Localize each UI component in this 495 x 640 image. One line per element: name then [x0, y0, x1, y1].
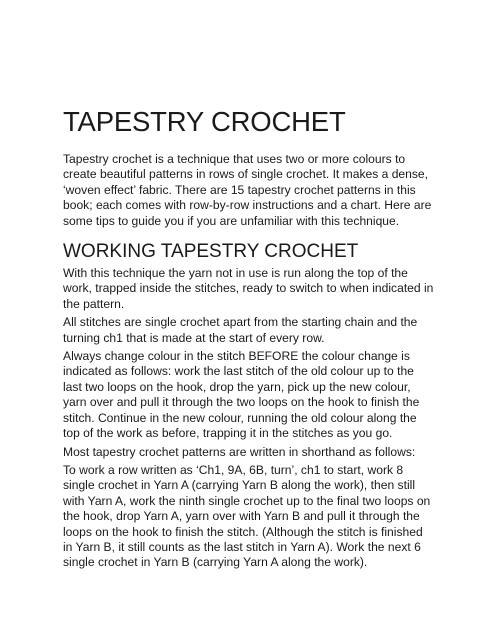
body-paragraph: Always change colour in the stitch BEFORE the colour change is indicated as follows: work the last stitch of the old colour up to the last two loops on the hook, drop the yarn, pick up the new colour, yarn over and pull it through the two loops on the hook to finish the stitch. Continue in the new colour, running the old colour along the top of the work as before, trapping it in the stitches as you go.	[63, 349, 420, 441]
body-paragraph: All stitches are single crochet apart from the starting chain and the turning ch1 that is made at the start of every row.	[63, 315, 418, 345]
body-paragraph: Most tapestry crochet patterns are written in shorthand as follows:	[63, 444, 416, 459]
section-heading: WORKING TAPESTRY CROCHET	[63, 241, 359, 263]
intro-paragraph: Tapestry crochet is a technique that uses two or more colours to create beautiful patterns in rows of single crochet. It makes a dense, ‘woven effect’ fabric. There are 15 tapestry crochet patterns in this book; each comes with row-by-row instructions and a chart. Here are some tips to guide you if you are unfamiliar with this technique.	[63, 152, 432, 228]
document-body	[63, 106, 435, 571]
body-paragraph: To work a row written as ‘Ch1, 9A, 6B, turn’, ch1 to start, work 8 single crochet in Yarn A (carrying Yarn B along the work), then still with Yarn A, work the ninth single crochet up to the final two loops on the hook, drop Yarn A, yarn over with Yarn B and pull it through the loops on the hook to finish the stitch. (Although the stitch is finished in Yarn B, it still counts as the last stitch in Yarn A). Work the next 6 single crochet in Yarn B (carrying Yarn A along the work).	[63, 462, 431, 570]
body-paragraph: With this technique the yarn not in use is run along the top of the work, trapped inside the stitches, ready to switch to when indicated in the pattern.	[63, 266, 434, 311]
page-title: TAPESTRY CROCHET	[63, 106, 346, 137]
